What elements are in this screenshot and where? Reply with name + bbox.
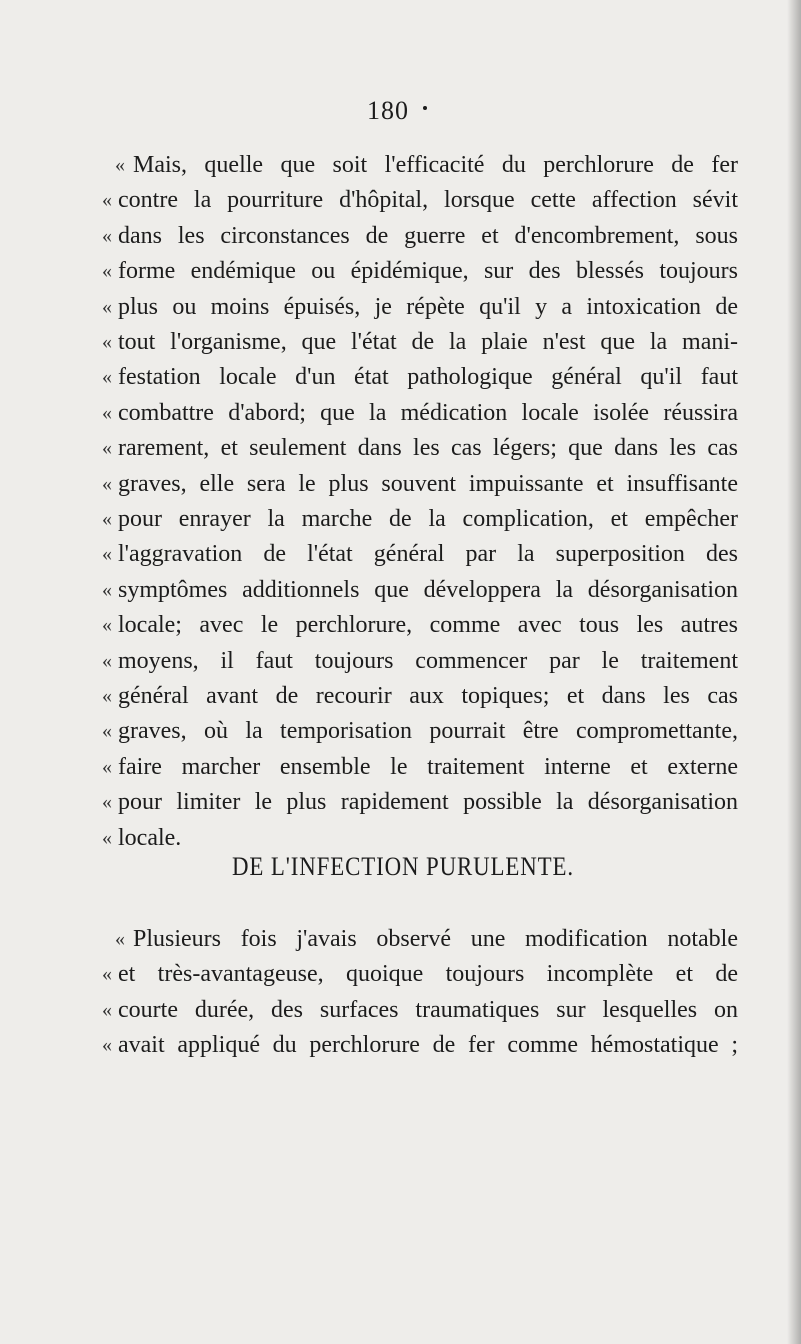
text-line: locale; avec le perchlorure, comme avec tous les autres — [118, 612, 738, 639]
text-line: pour limiter le plus rapidement possible la désorganisation — [118, 789, 738, 816]
quote-mark: « — [102, 578, 112, 601]
text-line: graves, où la temporisation pourrait être compromettante, — [118, 718, 738, 745]
quote-mark: « — [102, 826, 112, 849]
text-line: plus ou moins épuisés, je répète qu'il y a intoxication de — [118, 293, 738, 320]
text-line: dans les circonstances de guerre et d'encombrement, sous — [118, 222, 738, 249]
text-line: tout l'organisme, que l'état de la plaie n'est que la mani- — [118, 329, 738, 355]
text-line: combattre d'abord; que la médication locale isolée réussira — [118, 399, 738, 426]
page-number: 180 — [367, 96, 409, 125]
quote-mark: « — [115, 154, 125, 176]
text-line: et très-avantageuse, quoique toujours incomplète et de — [118, 961, 738, 988]
quote-mark: « — [102, 755, 112, 778]
quote-mark: « — [102, 791, 112, 814]
text-line: festation locale d'un état pathologique général qu'il faut — [118, 364, 738, 391]
text-line: rarement, et seulement dans les cas légers; que dans les cas — [118, 435, 738, 462]
quote-mark: « — [102, 1034, 112, 1057]
quote-mark: « — [102, 720, 112, 743]
text-line: avait appliqué du perchlorure de fer comme hémostatique ; — [118, 1032, 738, 1059]
text-line: graves, elle sera le plus souvent impuissante et insuffisante — [118, 470, 738, 497]
text-line: locale. — [118, 824, 182, 851]
text-line: contre la pourriture d'hôpital, lorsque cette affection sévit — [118, 187, 738, 214]
text-line: faire marcher ensemble le traitement interne et externe — [118, 753, 738, 780]
ink-speck — [423, 106, 427, 110]
quote-mark: « — [102, 401, 112, 424]
quote-mark: « — [102, 224, 112, 247]
quote-mark: « — [102, 508, 112, 530]
quote-mark: « — [102, 998, 112, 1021]
text-line: symptômes additionnels que développera la désorganisation — [118, 576, 738, 603]
section-heading: DE L'INFECTION PURULENTE. — [232, 852, 574, 881]
quote-mark: « — [102, 366, 112, 389]
quote-mark: « — [102, 963, 112, 986]
text-line: pour enrayer la marche de la complication, et empêcher — [118, 506, 738, 532]
text-line: Mais, quelle que soit l'efficacité du perchlorure de fer — [133, 152, 738, 178]
quote-mark: « — [102, 295, 112, 318]
page-edge-shadow — [787, 0, 801, 1344]
quote-mark: « — [102, 543, 112, 566]
text-line: moyens, il faut toujours commencer par le traitement — [118, 647, 738, 674]
text-line: Plusieurs fois j'avais observé une modification notable — [133, 926, 738, 952]
quote-mark: « — [102, 260, 112, 283]
quote-mark: « — [102, 189, 112, 212]
text-line: courte durée, des surfaces traumatiques sur lesquelles on — [118, 996, 738, 1023]
text-line: général avant de recourir aux topiques; et dans les cas — [118, 683, 738, 709]
text-line: forme endémique ou épidémique, sur des blessés toujours — [118, 258, 738, 285]
quote-mark: « — [102, 685, 112, 707]
quote-mark: « — [102, 472, 112, 495]
quote-mark: « — [102, 437, 112, 460]
quote-mark: « — [102, 649, 112, 672]
quote-mark: « — [115, 928, 125, 950]
quote-mark: « — [102, 331, 112, 353]
text-line: l'aggravation de l'état général par la superposition des — [118, 541, 738, 568]
quote-mark: « — [102, 614, 112, 637]
